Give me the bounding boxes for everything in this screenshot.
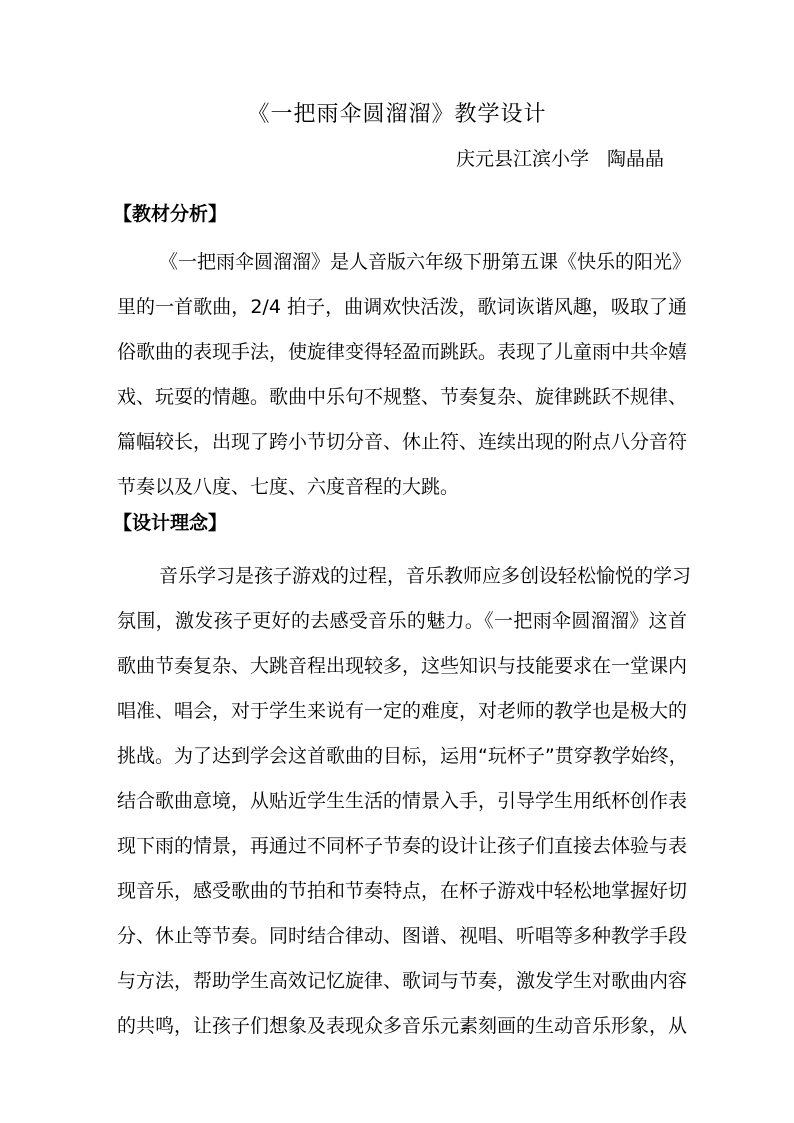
paragraph-line: 的共鸣，让孩子们想象及表现众多音乐元素刻画的生动音乐形象，从 [117,1015,688,1037]
paragraph-line: 与方法，帮助学生高效记忆旋律、歌词与节奏，激发学生对歌曲内容 [117,970,688,992]
paragraph-material-analysis [117,240,692,510]
author-school: 庆元县江滨小学 [455,148,589,170]
author-line [456,146,664,172]
paragraph-line: 戏、玩耍的情趣。歌曲中乐句不规整、节奏复杂、旋律跳跃不规律、 [117,386,688,408]
paragraph-line: 音乐学习是孩子游戏的过程，音乐教师应多创设轻松愉悦的学习 [159,565,692,587]
paragraph-line: 现音乐，感受歌曲的节拍和节奏特点，在杯子游戏中轻松地掌握好切 [117,880,688,902]
paragraph-line: 结合歌曲意境，从贴近学生生活的情景入手，引导学生用纸杯创作表 [117,790,688,812]
paragraph-line: 《一把雨伞圆溜溜》是人音版六年级下册第五课《快乐的阳光》 [159,251,692,273]
paragraph-line: 现下雨的情景，再通过不同杯子节奏的设计让孩子们直接去体验与表 [117,835,688,857]
paragraph-line: 唱准、唱会，对于学生来说有一定的难度，对老师的教学也是极大的 [117,700,688,722]
paragraph-line: 俗歌曲的表现手法，使旋律变得轻盈而跳跃。表现了儿童雨中共伞嬉 [117,341,688,363]
paragraph-line: 里的一首歌曲，2/4 拍子，曲调欢快活泼，歌词诙谐风趣，吸取了通 [117,296,687,318]
paragraph-line: 分、休止等节奏。同时结合律动、图谱、视唱、听唱等多种教学手段 [117,925,688,947]
paragraph-line: 歌曲节奏复杂、大跳音程出现较多，这些知识与技能要求在一堂课内 [117,655,688,677]
paragraph-line: 氛围，激发孩子更好的去感受音乐的魅力。《一把雨伞圆溜溜》这首 [117,610,687,632]
paragraph-line: 篇幅较长，出现了跨小节切分音、休止符、连续出现的附点八分音符 [117,431,688,453]
paragraph-line: 挑战。为了达到学会这首歌曲的目标，运用“玩杯子”贯穿教学始终， [117,745,688,767]
document-title: 《一把雨伞圆溜溜》教学设计 [247,102,547,127]
section-heading-design-concept: 【设计理念】 [113,512,228,534]
author-name: 陶晶晶 [606,148,664,170]
section-heading-material-analysis: 【教材分析】 [113,203,228,225]
paragraph-design-concept [117,554,692,1049]
paragraph-line: 节奏以及八度、七度、六度音程的大跳。 [117,476,460,498]
